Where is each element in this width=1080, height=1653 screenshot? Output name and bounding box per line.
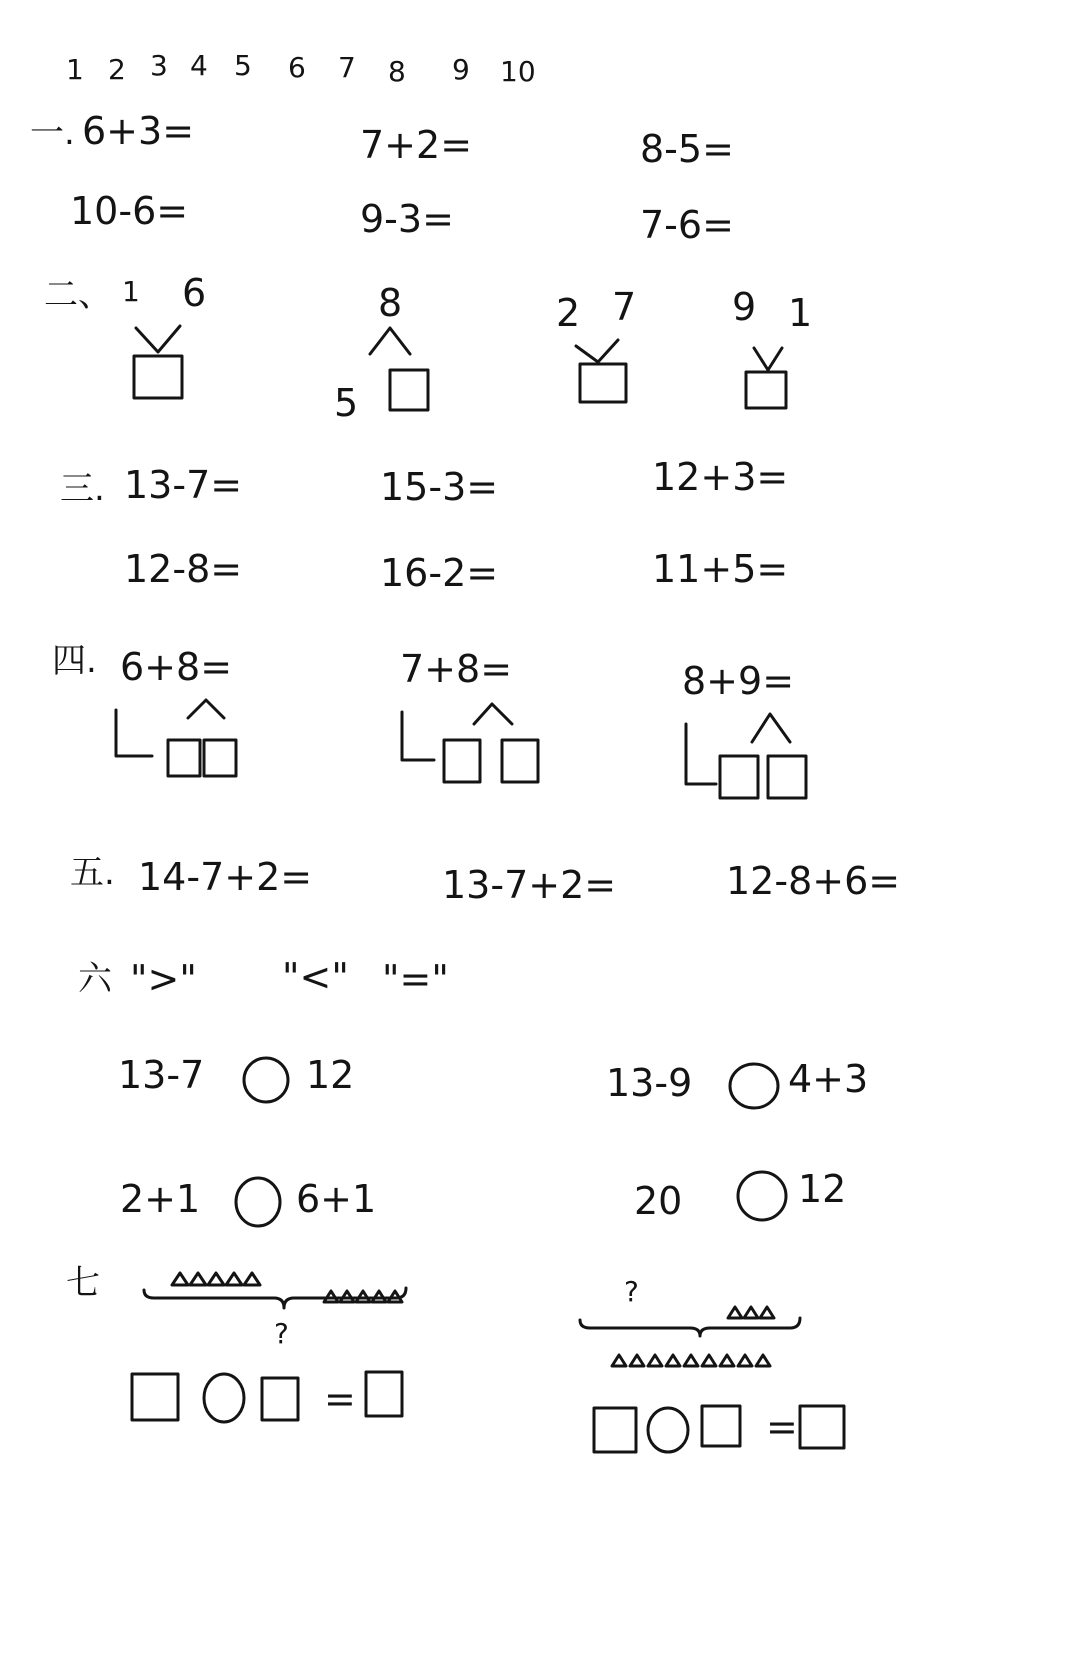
section-3-marker: 三. — [60, 469, 105, 509]
symbol-greater: ">" — [130, 957, 197, 1001]
problem: 16-2= — [380, 551, 499, 595]
answer-box — [502, 740, 538, 782]
triangle-group-right — [580, 1307, 800, 1366]
bond-left: 5 — [334, 381, 359, 425]
section-4-marker: 四. — [52, 641, 97, 681]
number-bond-4 — [746, 348, 786, 408]
equals-sign: = — [766, 1405, 798, 1449]
number-1: 1 — [66, 53, 84, 86]
answer-box — [746, 372, 786, 408]
section-5-marker: 五. — [70, 853, 115, 893]
compare-left: 13-9 — [606, 1061, 693, 1105]
answer-box — [720, 756, 758, 798]
brace — [144, 1288, 406, 1308]
compare-right: 4+3 — [788, 1057, 869, 1101]
number-9: 9 — [452, 53, 470, 86]
compare-circle — [244, 1058, 288, 1102]
section-7-marker: 七 — [66, 1263, 100, 1303]
number-bond-3 — [576, 340, 626, 402]
compare-right: 12 — [798, 1167, 847, 1211]
make-ten-split-3 — [686, 714, 806, 798]
number-bond-2 — [370, 328, 428, 410]
make-ten-split-2 — [402, 704, 538, 782]
problem: 14-7+2= — [138, 855, 313, 899]
problem: 13-7+2= — [442, 863, 617, 907]
operator-circle — [648, 1408, 688, 1452]
compare-left: 20 — [634, 1179, 683, 1223]
bond-top: 2 — [556, 291, 581, 335]
number-2: 2 — [108, 53, 126, 86]
answer-box — [168, 740, 200, 776]
compare-left: 2+1 — [120, 1177, 201, 1221]
problem: 7-6= — [640, 203, 734, 247]
number-10: 10 — [500, 55, 536, 88]
compare-right: 6+1 — [296, 1177, 377, 1221]
answer-box — [800, 1406, 844, 1448]
compare-circle — [730, 1064, 778, 1108]
number-8: 8 — [388, 55, 406, 88]
answer-box — [132, 1374, 178, 1420]
number-7: 7 — [338, 51, 356, 84]
section-2-marker: 二、 — [44, 275, 112, 315]
problem: 8+9= — [682, 659, 795, 703]
bond-top: 6 — [182, 271, 207, 315]
make-ten-split-1 — [116, 700, 236, 776]
problem: 12-8= — [124, 547, 243, 591]
question-mark: ? — [274, 1317, 289, 1350]
answer-box — [390, 370, 428, 410]
question-mark: ? — [624, 1275, 639, 1308]
brace — [580, 1318, 800, 1336]
symbol-less: "<" — [282, 955, 349, 999]
answer-box — [204, 740, 236, 776]
operator-circle — [204, 1374, 244, 1422]
problem: 7+8= — [400, 647, 513, 691]
number-4: 4 — [190, 49, 208, 82]
problem: 13-7= — [124, 463, 243, 507]
problem: 6+3= — [82, 109, 195, 153]
bond-top: 1 — [122, 275, 140, 308]
bond-top: 9 — [732, 285, 757, 329]
triangle-group-left — [144, 1273, 406, 1308]
compare-circle — [738, 1172, 786, 1220]
answer-box — [134, 356, 182, 398]
bond-top: 8 — [378, 281, 403, 325]
section-1-marker: 一. — [30, 113, 75, 153]
problem: 12-8+6= — [726, 859, 901, 903]
answer-box — [594, 1408, 636, 1452]
number-6: 6 — [288, 51, 306, 84]
problem: 12+3= — [652, 455, 789, 499]
answer-box — [702, 1406, 740, 1446]
problem: 6+8= — [120, 645, 233, 689]
problem: 11+5= — [652, 547, 789, 591]
compare-right: 12 — [306, 1053, 355, 1097]
number-5: 5 — [234, 49, 252, 82]
problem: 9-3= — [360, 197, 454, 241]
bond-top: 7 — [612, 285, 637, 329]
answer-box — [444, 740, 480, 782]
bond-top: 1 — [788, 291, 813, 335]
number-3: 3 — [150, 49, 168, 82]
problem: 8-5= — [640, 127, 734, 171]
symbol-equal: "=" — [382, 957, 449, 1001]
section-6-marker: 六 — [78, 959, 112, 999]
problem: 15-3= — [380, 465, 499, 509]
compare-left: 13-7 — [118, 1053, 205, 1097]
equals-sign: = — [324, 1377, 356, 1421]
answer-box — [366, 1372, 402, 1416]
compare-circle — [236, 1178, 280, 1226]
answer-box — [262, 1378, 298, 1420]
number-bond-1 — [134, 326, 182, 398]
problem: 7+2= — [360, 123, 473, 167]
answer-box — [768, 756, 806, 798]
problem: 10-6= — [70, 189, 189, 233]
answer-box — [580, 364, 626, 402]
